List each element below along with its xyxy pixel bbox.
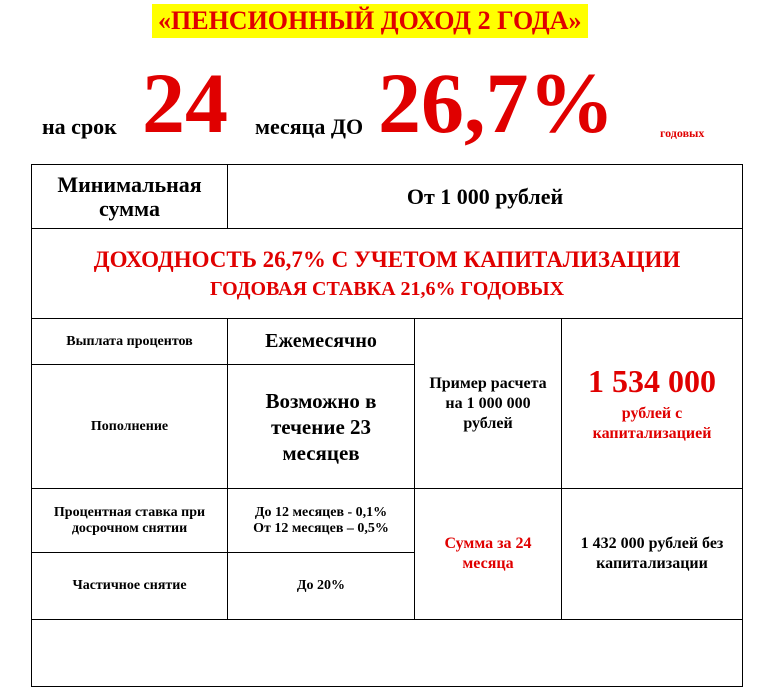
partial-value: До 20%: [228, 553, 415, 620]
early-label: Процентная ставка при досрочном снятии: [32, 489, 228, 553]
min-sum-value: От 1 000 рублей: [228, 165, 743, 229]
topup-label: Пополнение: [32, 365, 228, 489]
headline: [42, 55, 742, 151]
headline-term: 24: [142, 55, 228, 151]
table-row-empty: [32, 620, 743, 687]
headline-prefix: на срок: [42, 114, 117, 139]
banner-line-1: ДОХОДНОСТЬ 26,7% С УЧЕТОМ КАПИТАЛИЗАЦИИ: [93, 246, 681, 272]
example-amount: 1 534 000: [588, 363, 717, 399]
offer-title: «ПЕНСИОННЫЙ ДОХОД 2 ГОДА»: [152, 4, 588, 38]
headline-middle: месяца ДО: [255, 114, 364, 139]
offer-table: [31, 164, 743, 687]
payout-value: Ежемесячно: [228, 319, 415, 365]
table-row: [32, 319, 743, 365]
sum24-label: Сумма за 24 месяца: [415, 489, 562, 620]
payout-label: Выплата процентов: [32, 319, 228, 365]
banner-line-2: ГОДОВАЯ СТАВКА 21,6% ГОДОВЫХ: [209, 277, 565, 300]
early-values: [228, 489, 415, 553]
partial-label: Частичное снятие: [32, 553, 228, 620]
table-row: [32, 165, 743, 229]
topup-value: Возможно в течение 23 месяцев: [228, 365, 415, 489]
no-cap-value: 1 432 000 рублей без капитализации: [562, 489, 743, 620]
headline-rate: 26,7%: [378, 55, 615, 151]
empty-cell: [32, 620, 743, 687]
headline-suffix: годовых: [660, 126, 705, 140]
example-label: Пример расчета на 1 000 000 рублей: [415, 319, 562, 489]
early-value-2: От 12 месяцев – 0,5%: [253, 520, 389, 536]
table-row: [32, 489, 743, 553]
rate-banner: [32, 229, 743, 319]
min-sum-label: Минимальная сумма: [32, 165, 228, 229]
early-value-1: До 12 месяцев - 0,1%: [254, 504, 388, 520]
table-row: [32, 229, 743, 319]
example-note: рублей с капитализацией: [592, 405, 712, 442]
example-result: [562, 319, 743, 489]
